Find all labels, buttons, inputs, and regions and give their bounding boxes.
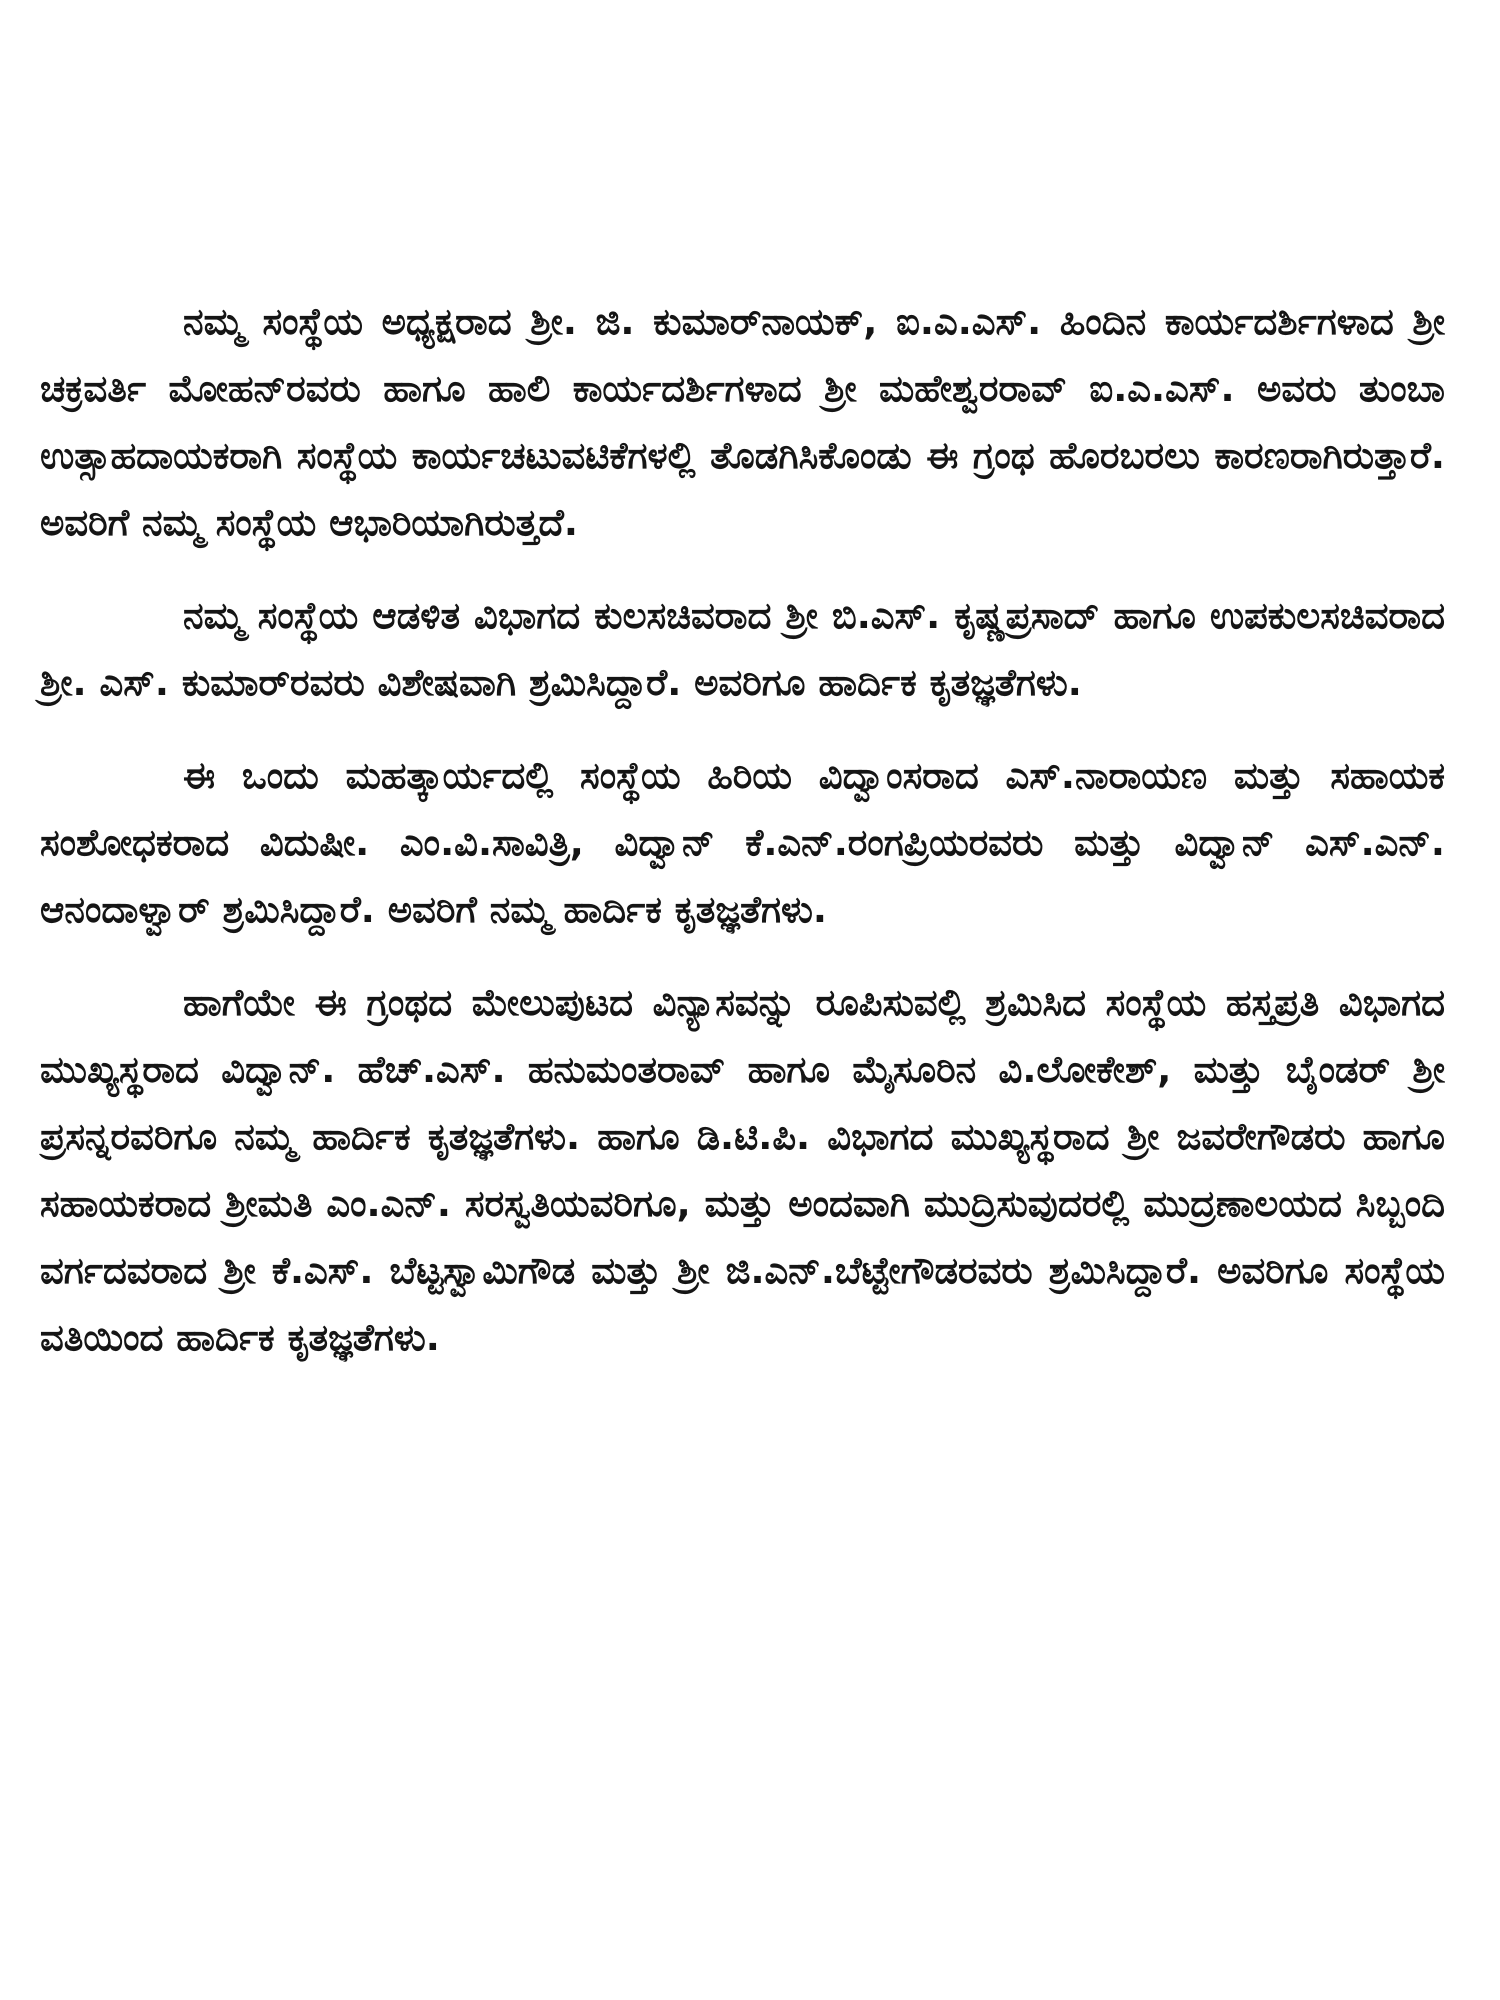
paragraph-registrar-thanks: ನಮ್ಮ ಸಂಸ್ಥೆಯ ಆಡಳಿತ ವಿಭಾಗದ ಕುಲಸಚಿವರಾದ ಶ್ರೀ ಬಿ.ಎಸ್. ಕೃಷ್ಣಪ್ರಸಾದ್ ಹಾಗೂ ಉಪಕುಲಸಚಿವರಾದ ಶ್ರೀ. ಎಸ್. ಕುಮಾರ್‌ರವರು ವಿಶೇಷವಾಗಿ ಶ್ರಮಿಸಿದ್ದಾರೆ. ಅವರಿಗೂ ಹಾರ್ದಿಕ ಕೃತಜ್ಞತೆಗಳು.: [40, 594, 1445, 704]
paragraph-production-thanks: ಹಾಗೆಯೇ ಈ ಗ್ರಂಥದ ಮೇಲುಪುಟದ ವಿನ್ಯಾಸವನ್ನು ರೂಪಿಸುವಲ್ಲಿ ಶ್ರಮಿಸಿದ ಸಂಸ್ಥೆಯ ಹಸ್ತಪ್ರತಿ ವಿಭಾಗದ ಮುಖ್ಯಸ್ಥರಾದ ವಿದ್ವಾನ್. ಹೆಚ್.ಎಸ್. ಹನುಮಂತರಾವ್ ಹಾಗೂ ಮೈಸೂರಿನ ವಿ.ಲೋಕೇಶ್, ಮತ್ತು ಬೈಂಡರ್ ಶ್ರೀ ಪ್ರಸನ್ನರವರಿಗೂ ನಮ್ಮ ಹಾರ್ದಿಕ ಕೃತಜ್ಞತೆಗಳು. ಹಾಗೂ ಡಿ.ಟಿ.ಪಿ. ವಿಭಾಗದ ಮುಖ್ಯಸ್ಥರಾದ ಶ್ರೀ ಜವರೇಗೌಡರು ಹಾಗೂ ಸಹಾಯಕರಾದ ಶ್ರೀಮತಿ ಎಂ.ಎನ್. ಸರಸ್ವತಿಯವರಿಗೂ, ಮತ್ತು ಅಂದವಾಗಿ ಮುದ್ರಿಸುವುದರಲ್ಲಿ ಮುದ್ರಣಾಲಯದ ಸಿಬ್ಬಂದಿ ವರ್ಗದವರಾದ ಶ್ರೀ ಕೆ.ಎಸ್. ಬೆಟ್ಟಸ್ವಾಮಿಗೌಡ ಮತ್ತು ಶ್ರೀ ಜಿ.ಎನ್.ಬೆಟ್ಟೇಗೌಡರವರು ಶ್ರಮಿಸಿದ್ದಾರೆ. ಅವರಿಗೂ ಸಂಸ್ಥೆಯ ವತಿಯಿಂದ ಹಾರ್ದಿಕ ಕೃತಜ್ಞತೆಗಳು.: [40, 981, 1445, 1359]
paragraph-scholars-thanks: ಈ ಒಂದು ಮಹತ್ಕಾರ್ಯದಲ್ಲಿ ಸಂಸ್ಥೆಯ ಹಿರಿಯ ವಿದ್ವಾಂಸರಾದ ಎಸ್.ನಾರಾಯಣ ಮತ್ತು ಸಹಾಯಕ ಸಂಶೋಧಕರಾದ ವಿದುಷೀ. ಎಂ.ವಿ.ಸಾವಿತ್ರಿ, ವಿದ್ವಾನ್ ಕೆ.ಎನ್.ರಂಗಪ್ರಿಯರವರು ಮತ್ತು ವಿದ್ವಾನ್ ಎಸ್.ಎನ್. ಆನಂದಾಳ್ವಾರ್ ಶ್ರಮಿಸಿದ್ದಾರೆ. ಅವರಿಗೆ ನಮ್ಮ ಹಾರ್ದಿಕ ಕೃತಜ್ಞತೆಗಳು.: [40, 754, 1445, 931]
paragraph-presidents-thanks: ನಮ್ಮ ಸಂಸ್ಥೆಯ ಅಧ್ಯಕ್ಷರಾದ ಶ್ರೀ. ಜಿ. ಕುಮಾರ್‌ನಾಯಕ್, ಐ.ಎ.ಎಸ್. ಹಿಂದಿನ ಕಾರ್ಯದರ್ಶಿಗಳಾದ ಶ್ರೀ ಚಕ್ರವರ್ತಿ ಮೋಹನ್‌ರವರು ಹಾಗೂ ಹಾಲಿ ಕಾರ್ಯದರ್ಶಿಗಳಾದ ಶ್ರೀ ಮಹೇಶ್ವರರಾವ್ ಐ.ಎ.ಎಸ್. ಅವರು ತುಂಬಾ ಉತ್ಸಾಹದಾಯಕರಾಗಿ ಸಂಸ್ಥೆಯ ಕಾರ್ಯಚಟುವಟಿಕೆಗಳಲ್ಲಿ ತೊಡಗಿಸಿಕೊಂಡು ಈ ಗ್ರಂಥ ಹೊರಬರಲು ಕಾರಣರಾಗಿರುತ್ತಾರೆ. ಅವರಿಗೆ ನಮ್ಮ ಸಂಸ್ಥೆಯ ಆಭಾರಿಯಾಗಿರುತ್ತದೆ.: [40, 300, 1445, 544]
